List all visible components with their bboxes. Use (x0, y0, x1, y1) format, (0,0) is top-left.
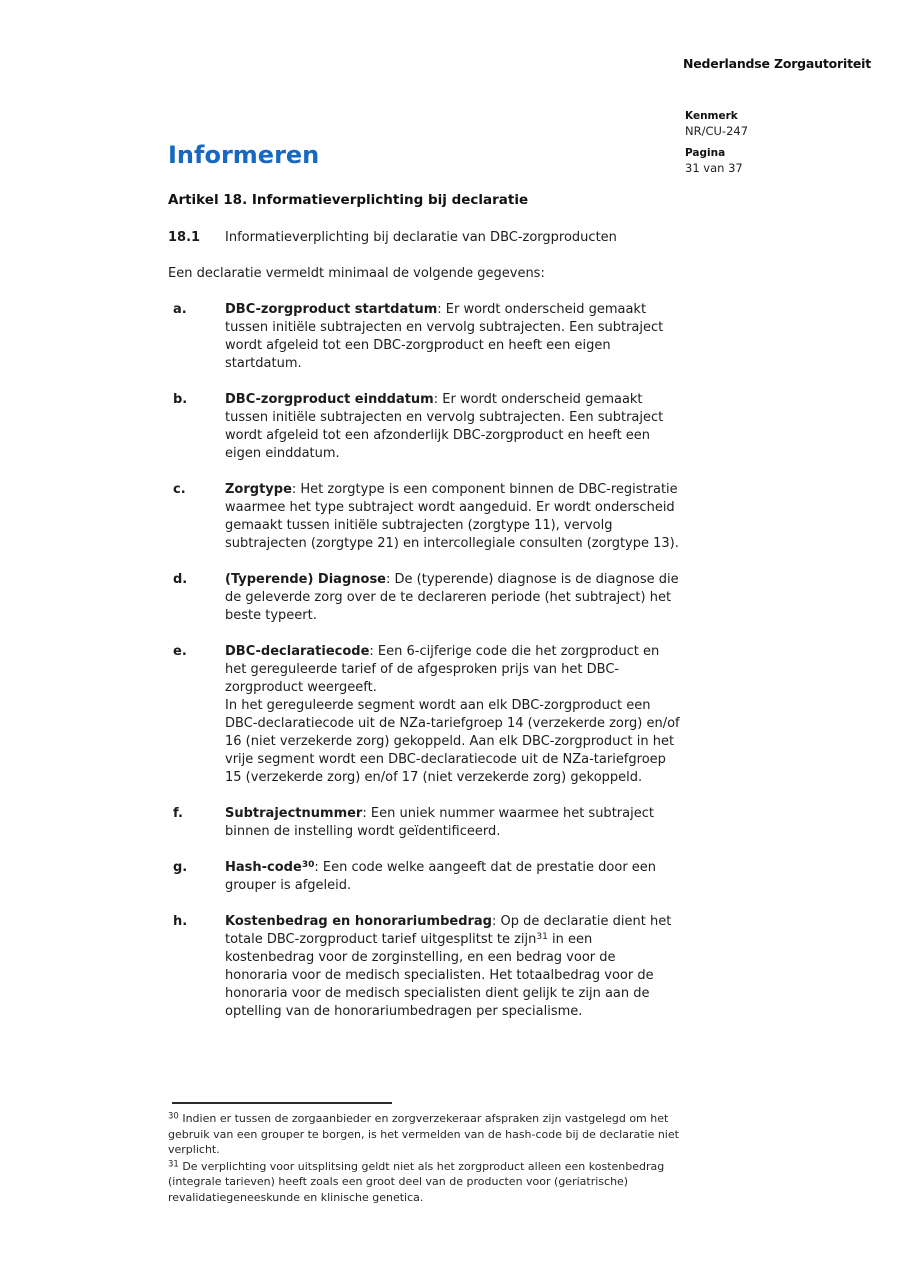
footnote-separator (172, 1102, 392, 1104)
kenmerk-label: Kenmerk (685, 110, 738, 122)
footnote-31 (168, 1159, 684, 1206)
brand-wordmark: Nederlandse Zorgautoriteit (683, 56, 871, 71)
item-letter: d. (173, 572, 188, 587)
footnote-number: 30 (168, 1111, 179, 1122)
item-letter: h. (173, 914, 188, 929)
list-item-f (168, 805, 682, 841)
item-text: : Er wordt onderscheid gemaakt tussen initiële subtrajecten en vervolg subtrajecten. Een subtraject wordt afgeleid tot een afzonderlijk DBC-zorgproduct en heeft een eigen einddatum. (225, 392, 664, 461)
item-term: Subtrajectnummer (225, 806, 363, 821)
kenmerk-value: NR/CU-247 (685, 124, 749, 138)
item-term: (Typerende) Diagnose (225, 572, 387, 587)
item-body (225, 571, 682, 625)
footnote-number: 31 (168, 1159, 179, 1169)
item-letter: a. (173, 302, 187, 317)
section-title: Informatieverplichting bij declaratie van DBC-zorgproducten (225, 230, 617, 245)
pagina-group (685, 147, 748, 175)
item-letter: f. (173, 806, 183, 821)
pagina-value: 31 van 37 (685, 161, 743, 175)
item-letter: g. (173, 860, 188, 875)
article-heading: Artikel 18. Informatieverplichting bij declaratie (168, 192, 529, 208)
list-item-b (168, 391, 682, 463)
list-item-a (168, 301, 682, 373)
item-body (225, 481, 682, 553)
list-item-h (168, 913, 682, 1021)
footnote-ref: 31 (536, 932, 548, 942)
item-body (225, 859, 682, 895)
footnotes-section (168, 1102, 684, 1206)
item-term: Hash-code (225, 860, 302, 875)
kenmerk-group (685, 110, 748, 138)
footnote-text: Indien er tussen de zorgaanbieder en zorgverzekeraar afspraken zijn vastgelegd om het gebruik van een grouper te borgen, is het vermelden van de hash-code bij de declaratie niet verplicht. (168, 1112, 679, 1156)
document-body (168, 142, 682, 1039)
item-text: : Een uniek nummer waarmee het subtraject binnen de instelling wordt geïdentificeerd. (225, 806, 654, 839)
item-body (225, 913, 682, 1021)
list-item-c (168, 481, 682, 553)
item-text: : Het zorgtype is een component binnen de DBC-registratie waarmee het type subtraject wordt aangeduid. Er wordt onderscheid gemaakt tussen initiële subtrajecten (zorgtype 11), vervolg subtrajecten (zorgtype 21) en intercollegiale consulten (zorgtype 13). (225, 482, 679, 551)
item-term: DBC-zorgproduct startdatum (225, 302, 438, 317)
footnote-text: De verplichting voor uitsplitsing geldt niet als het zorgproduct alleen een kostenbedrag (integrale tarieven) heeft zoals een groot deel van de producten voor (geriatrische) revalidatiegeneeskunde en klinische genetica. (168, 1159, 665, 1204)
section-18-1 (168, 229, 682, 247)
pagina-label: Pagina (685, 147, 726, 159)
item-term: Zorgtype (225, 482, 292, 497)
item-body (225, 301, 682, 373)
intro-paragraph: Een declaratie vermeldt minimaal de volgende gegevens: (168, 266, 545, 281)
list-item-d (168, 571, 682, 625)
item-text: : De (typerende) diagnose is de diagnose die de geleverde zorg over de te declareren periode (het subtraject) het beste typeert. (225, 572, 679, 623)
item-body (225, 643, 682, 787)
item-term: Kostenbedrag en honorariumbedrag (225, 914, 492, 929)
document-meta (685, 110, 748, 184)
item-text: : Een 6-cijferige code die het zorgproduct en het gereguleerde tarief of de afgesproken prijs van het DBC-zorgproduct weergeeft. (225, 644, 660, 695)
item-text-continued: in een kostenbedrag voor de zorginstelling, en een bedrag voor de honoraria voor de medisch specialisten. Het totaalbedrag voor de honoraria voor de medisch specialisten dient gelijk te zijn aan de optelling van de honorariumbedragen per specialisme. (225, 932, 654, 1019)
item-text: : Er wordt onderscheid gemaakt tussen initiële subtrajecten en vervolg subtrajecten. Een subtraject wordt afgeleid tot een DBC-zorgproduct en heeft een eigen startdatum. (225, 302, 664, 371)
item-letter: b. (173, 392, 188, 407)
footnote-30 (168, 1111, 684, 1158)
item-letter: e. (173, 644, 187, 659)
item-body (225, 805, 682, 841)
section-number: 18.1 (168, 230, 201, 245)
item-body (225, 391, 682, 463)
item-term: DBC-declaratiecode (225, 644, 370, 659)
item-text: : Een code welke aangeeft dat de prestatie door een grouper is afgeleid. (225, 860, 657, 893)
item-term-superscript: 30 (301, 860, 315, 870)
item-second-paragraph: In het gereguleerde segment wordt aan elk DBC-zorgproduct een DBC-declaratiecode uit de NZa-tariefgroep 14 (verzekerde zorg) en/of 16 (niet verzekerde zorg) gekoppeld. Aan elk DBC-zorgproduct in het vrije segment wordt een DBC-declaratiecode uit de NZa-tariefgroep 15 (verzekerde zorg) en/of 17 (niet verzekerde zorg) gekoppeld. (225, 698, 680, 785)
item-letter: c. (173, 482, 186, 497)
list-item-e (168, 643, 682, 787)
list-item-g (168, 859, 682, 895)
page-title: Informeren (168, 141, 320, 169)
item-text: : Op de declaratie dient het totale DBC-zorgproduct tarief uitgesplitst te zijn (225, 914, 672, 947)
item-term: DBC-zorgproduct einddatum (225, 392, 434, 407)
